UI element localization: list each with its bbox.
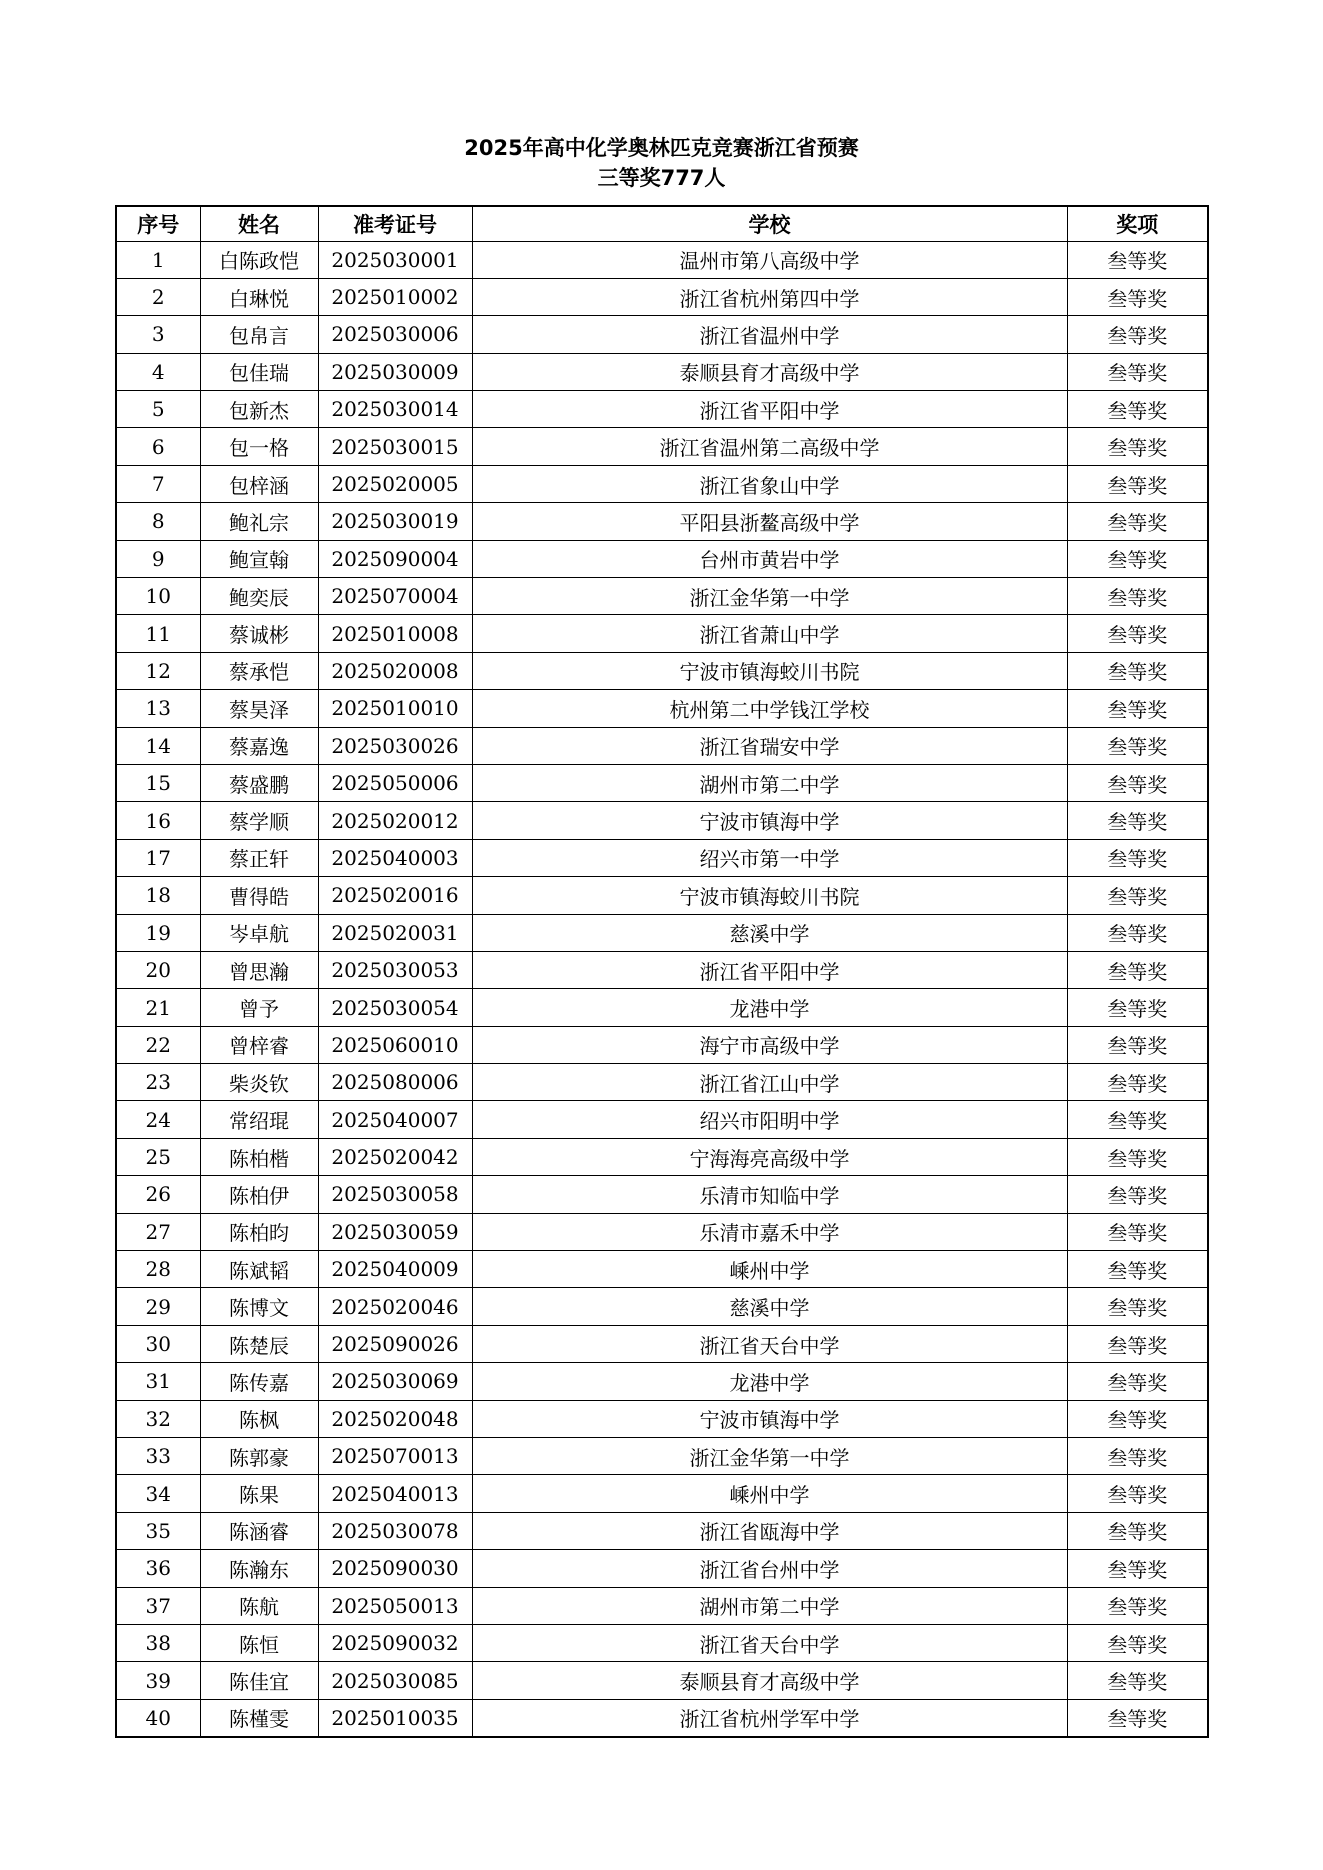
cell-name: 白陈政恺 — [200, 241, 318, 278]
cell-index: 19 — [116, 914, 200, 951]
cell-school: 浙江省天台中学 — [472, 1624, 1067, 1661]
cell-name: 包一格 — [200, 428, 318, 465]
cell-exam-id: 2025040013 — [318, 1475, 472, 1512]
table-row — [116, 1363, 1208, 1400]
cell-name: 曹得皓 — [200, 877, 318, 914]
cell-index: 28 — [116, 1251, 200, 1288]
cell-award: 叁等奖 — [1067, 1587, 1208, 1624]
cell-index: 14 — [116, 727, 200, 764]
cell-exam-id: 2025020016 — [318, 877, 472, 914]
cell-exam-id: 2025020046 — [318, 1288, 472, 1325]
cell-exam-id: 2025080006 — [318, 1064, 472, 1101]
cell-school: 宁海海亮高级中学 — [472, 1138, 1067, 1175]
cell-index: 1 — [116, 241, 200, 278]
cell-award: 叁等奖 — [1067, 1101, 1208, 1138]
header-school: 学校 — [472, 206, 1067, 241]
cell-name: 包帛言 — [200, 316, 318, 353]
cell-award: 叁等奖 — [1067, 316, 1208, 353]
cell-award: 叁等奖 — [1067, 1026, 1208, 1063]
cell-award: 叁等奖 — [1067, 578, 1208, 615]
cell-exam-id: 2025030001 — [318, 241, 472, 278]
header-award: 奖项 — [1067, 206, 1208, 241]
cell-index: 12 — [116, 652, 200, 689]
cell-school: 浙江省瓯海中学 — [472, 1512, 1067, 1549]
table-row — [116, 316, 1208, 353]
cell-exam-id: 2025070004 — [318, 578, 472, 615]
cell-exam-id: 2025010010 — [318, 690, 472, 727]
cell-name: 陈柏楷 — [200, 1138, 318, 1175]
cell-award: 叁等奖 — [1067, 1363, 1208, 1400]
cell-award: 叁等奖 — [1067, 1438, 1208, 1475]
cell-exam-id: 2025040003 — [318, 839, 472, 876]
cell-school: 湖州市第二中学 — [472, 1587, 1067, 1624]
cell-exam-id: 2025040007 — [318, 1101, 472, 1138]
cell-award: 叁等奖 — [1067, 615, 1208, 652]
cell-school: 海宁市高级中学 — [472, 1026, 1067, 1063]
cell-exam-id: 2025050013 — [318, 1587, 472, 1624]
cell-school: 浙江金华第一中学 — [472, 578, 1067, 615]
cell-index: 13 — [116, 690, 200, 727]
cell-name: 蔡嘉逸 — [200, 727, 318, 764]
cell-name: 陈佳宜 — [200, 1662, 318, 1699]
table-row — [116, 989, 1208, 1026]
cell-exam-id: 2025020031 — [318, 914, 472, 951]
cell-school: 浙江省瑞安中学 — [472, 727, 1067, 764]
cell-index: 11 — [116, 615, 200, 652]
cell-exam-id: 2025030026 — [318, 727, 472, 764]
cell-school: 浙江省杭州第四中学 — [472, 278, 1067, 315]
cell-index: 4 — [116, 353, 200, 390]
cell-exam-id: 2025020042 — [318, 1138, 472, 1175]
header-name: 姓名 — [200, 206, 318, 241]
table-body — [116, 241, 1208, 1737]
table-row — [116, 1026, 1208, 1063]
cell-award: 叁等奖 — [1067, 727, 1208, 764]
cell-name: 鲍礼宗 — [200, 503, 318, 540]
cell-school: 龙港中学 — [472, 1363, 1067, 1400]
cell-award: 叁等奖 — [1067, 1512, 1208, 1549]
cell-name: 柴炎钦 — [200, 1064, 318, 1101]
cell-school: 浙江省江山中学 — [472, 1064, 1067, 1101]
cell-award: 叁等奖 — [1067, 465, 1208, 502]
cell-name: 白琳悦 — [200, 278, 318, 315]
cell-name: 陈槿雯 — [200, 1699, 318, 1736]
table-row — [116, 540, 1208, 577]
cell-school: 浙江省萧山中学 — [472, 615, 1067, 652]
cell-school: 浙江省平阳中学 — [472, 951, 1067, 988]
cell-school: 嵊州中学 — [472, 1251, 1067, 1288]
table-row — [116, 1325, 1208, 1362]
cell-exam-id: 2025090004 — [318, 540, 472, 577]
table-row — [116, 690, 1208, 727]
cell-name: 陈郭豪 — [200, 1438, 318, 1475]
cell-index: 10 — [116, 578, 200, 615]
cell-award: 叁等奖 — [1067, 1475, 1208, 1512]
cell-exam-id: 2025030009 — [318, 353, 472, 390]
cell-school: 浙江省温州第二高级中学 — [472, 428, 1067, 465]
cell-name: 曾思瀚 — [200, 951, 318, 988]
cell-name: 曾予 — [200, 989, 318, 1026]
cell-school: 台州市黄岩中学 — [472, 540, 1067, 577]
cell-award: 叁等奖 — [1067, 1064, 1208, 1101]
table-row — [116, 428, 1208, 465]
table-row — [116, 241, 1208, 278]
cell-name: 鲍奕辰 — [200, 578, 318, 615]
cell-exam-id: 2025020005 — [318, 465, 472, 502]
cell-exam-id: 2025030059 — [318, 1213, 472, 1250]
table-row — [116, 353, 1208, 390]
table-row — [116, 1138, 1208, 1175]
table-row — [116, 278, 1208, 315]
table-row — [116, 1176, 1208, 1213]
table-row — [116, 615, 1208, 652]
cell-index: 9 — [116, 540, 200, 577]
cell-index: 36 — [116, 1550, 200, 1587]
cell-index: 2 — [116, 278, 200, 315]
cell-school: 慈溪中学 — [472, 914, 1067, 951]
cell-index: 23 — [116, 1064, 200, 1101]
cell-index: 6 — [116, 428, 200, 465]
cell-index: 33 — [116, 1438, 200, 1475]
cell-exam-id: 2025030015 — [318, 428, 472, 465]
cell-school: 宁波市镇海蛟川书院 — [472, 877, 1067, 914]
table-row — [116, 578, 1208, 615]
cell-name: 陈瀚东 — [200, 1550, 318, 1587]
cell-name: 鲍宣翰 — [200, 540, 318, 577]
cell-award: 叁等奖 — [1067, 989, 1208, 1026]
cell-index: 31 — [116, 1363, 200, 1400]
cell-index: 22 — [116, 1026, 200, 1063]
cell-award: 叁等奖 — [1067, 652, 1208, 689]
cell-exam-id: 2025010008 — [318, 615, 472, 652]
cell-school: 慈溪中学 — [472, 1288, 1067, 1325]
cell-name: 陈恒 — [200, 1624, 318, 1661]
cell-name: 曾梓睿 — [200, 1026, 318, 1063]
cell-index: 35 — [116, 1512, 200, 1549]
cell-award: 叁等奖 — [1067, 503, 1208, 540]
cell-index: 20 — [116, 951, 200, 988]
cell-index: 39 — [116, 1662, 200, 1699]
cell-award: 叁等奖 — [1067, 428, 1208, 465]
table-row — [116, 465, 1208, 502]
header-row — [116, 206, 1208, 241]
document-title: 2025年高中化学奥林匹克竞赛浙江省预赛 — [464, 136, 859, 160]
table-row — [116, 727, 1208, 764]
cell-award: 叁等奖 — [1067, 1699, 1208, 1736]
cell-award: 叁等奖 — [1067, 764, 1208, 801]
cell-school: 宁波市镇海中学 — [472, 1400, 1067, 1437]
cell-name: 蔡昊泽 — [200, 690, 318, 727]
cell-exam-id: 2025090032 — [318, 1624, 472, 1661]
cell-name: 岑卓航 — [200, 914, 318, 951]
table-row — [116, 1400, 1208, 1437]
cell-school: 温州市第八高级中学 — [472, 241, 1067, 278]
cell-award: 叁等奖 — [1067, 1325, 1208, 1362]
cell-name: 陈传嘉 — [200, 1363, 318, 1400]
table-header — [116, 206, 1208, 241]
header-exam-id: 准考证号 — [318, 206, 472, 241]
table-row — [116, 1213, 1208, 1250]
table-row — [116, 1064, 1208, 1101]
cell-index: 15 — [116, 764, 200, 801]
table-row — [116, 877, 1208, 914]
cell-exam-id: 2025040009 — [318, 1251, 472, 1288]
cell-name: 陈博文 — [200, 1288, 318, 1325]
cell-name: 包佳瑞 — [200, 353, 318, 390]
cell-name: 常绍琨 — [200, 1101, 318, 1138]
cell-index: 24 — [116, 1101, 200, 1138]
cell-award: 叁等奖 — [1067, 1138, 1208, 1175]
cell-index: 26 — [116, 1176, 200, 1213]
cell-exam-id: 2025030053 — [318, 951, 472, 988]
cell-school: 绍兴市第一中学 — [472, 839, 1067, 876]
table-row — [116, 1288, 1208, 1325]
cell-award: 叁等奖 — [1067, 1213, 1208, 1250]
cell-index: 38 — [116, 1624, 200, 1661]
cell-school: 浙江省台州中学 — [472, 1550, 1067, 1587]
cell-name: 包新杰 — [200, 391, 318, 428]
cell-award: 叁等奖 — [1067, 353, 1208, 390]
cell-name: 陈枫 — [200, 1400, 318, 1437]
cell-index: 8 — [116, 503, 200, 540]
cell-award: 叁等奖 — [1067, 1624, 1208, 1661]
cell-school: 浙江省温州中学 — [472, 316, 1067, 353]
table-row — [116, 839, 1208, 876]
cell-exam-id: 2025030069 — [318, 1363, 472, 1400]
cell-index: 40 — [116, 1699, 200, 1736]
cell-school: 杭州第二中学钱江学校 — [472, 690, 1067, 727]
cell-exam-id: 2025070013 — [318, 1438, 472, 1475]
awards-table — [115, 205, 1209, 1738]
cell-award: 叁等奖 — [1067, 1251, 1208, 1288]
cell-name: 蔡正轩 — [200, 839, 318, 876]
cell-exam-id: 2025050006 — [318, 764, 472, 801]
cell-award: 叁等奖 — [1067, 1176, 1208, 1213]
cell-school: 嵊州中学 — [472, 1475, 1067, 1512]
cell-school: 宁波市镇海中学 — [472, 802, 1067, 839]
cell-award: 叁等奖 — [1067, 802, 1208, 839]
cell-name: 蔡诚彬 — [200, 615, 318, 652]
cell-name: 陈柏昀 — [200, 1213, 318, 1250]
cell-exam-id: 2025030058 — [318, 1176, 472, 1213]
cell-award: 叁等奖 — [1067, 690, 1208, 727]
cell-exam-id: 2025010002 — [318, 278, 472, 315]
cell-exam-id: 2025020012 — [318, 802, 472, 839]
cell-exam-id: 2025030078 — [318, 1512, 472, 1549]
cell-name: 蔡盛鹏 — [200, 764, 318, 801]
cell-exam-id: 2025030054 — [318, 989, 472, 1026]
cell-school: 乐清市嘉禾中学 — [472, 1213, 1067, 1250]
table-row — [116, 802, 1208, 839]
cell-school: 浙江省杭州学军中学 — [472, 1699, 1067, 1736]
cell-index: 37 — [116, 1587, 200, 1624]
table-row — [116, 914, 1208, 951]
table-row — [116, 1662, 1208, 1699]
table-row — [116, 1587, 1208, 1624]
cell-exam-id: 2025030014 — [318, 391, 472, 428]
cell-index: 29 — [116, 1288, 200, 1325]
cell-award: 叁等奖 — [1067, 241, 1208, 278]
cell-index: 18 — [116, 877, 200, 914]
cell-exam-id: 2025090030 — [318, 1550, 472, 1587]
cell-index: 7 — [116, 465, 200, 502]
cell-index: 30 — [116, 1325, 200, 1362]
header-index: 序号 — [116, 206, 200, 241]
cell-award: 叁等奖 — [1067, 951, 1208, 988]
cell-school: 泰顺县育才高级中学 — [472, 353, 1067, 390]
cell-award: 叁等奖 — [1067, 1288, 1208, 1325]
cell-name: 陈斌韬 — [200, 1251, 318, 1288]
cell-school: 绍兴市阳明中学 — [472, 1101, 1067, 1138]
table-row — [116, 1101, 1208, 1138]
cell-school: 平阳县浙鳌高级中学 — [472, 503, 1067, 540]
table-row — [116, 391, 1208, 428]
cell-exam-id: 2025030085 — [318, 1662, 472, 1699]
cell-award: 叁等奖 — [1067, 1400, 1208, 1437]
cell-exam-id: 2025030019 — [318, 503, 472, 540]
cell-school: 乐清市知临中学 — [472, 1176, 1067, 1213]
cell-name: 蔡承恺 — [200, 652, 318, 689]
cell-award: 叁等奖 — [1067, 914, 1208, 951]
cell-index: 27 — [116, 1213, 200, 1250]
cell-name: 包梓涵 — [200, 465, 318, 502]
document-subtitle: 三等奖777人 — [597, 166, 726, 190]
cell-school: 浙江省平阳中学 — [472, 391, 1067, 428]
cell-name: 陈柏伊 — [200, 1176, 318, 1213]
cell-index: 16 — [116, 802, 200, 839]
cell-award: 叁等奖 — [1067, 391, 1208, 428]
cell-award: 叁等奖 — [1067, 540, 1208, 577]
cell-exam-id: 2025020008 — [318, 652, 472, 689]
cell-school: 宁波市镇海蛟川书院 — [472, 652, 1067, 689]
cell-award: 叁等奖 — [1067, 877, 1208, 914]
cell-school: 泰顺县育才高级中学 — [472, 1662, 1067, 1699]
cell-index: 25 — [116, 1138, 200, 1175]
table-row — [116, 1699, 1208, 1736]
cell-exam-id: 2025020048 — [318, 1400, 472, 1437]
cell-index: 34 — [116, 1475, 200, 1512]
table-row — [116, 1624, 1208, 1661]
table-row — [116, 951, 1208, 988]
cell-school: 龙港中学 — [472, 989, 1067, 1026]
cell-index: 32 — [116, 1400, 200, 1437]
table-row — [116, 1475, 1208, 1512]
cell-name: 陈涵睿 — [200, 1512, 318, 1549]
cell-award: 叁等奖 — [1067, 839, 1208, 876]
cell-school: 浙江省象山中学 — [472, 465, 1067, 502]
table-row — [116, 1550, 1208, 1587]
cell-index: 5 — [116, 391, 200, 428]
cell-index: 17 — [116, 839, 200, 876]
table-row — [116, 1438, 1208, 1475]
table-row — [116, 652, 1208, 689]
cell-name: 蔡学顺 — [200, 802, 318, 839]
cell-award: 叁等奖 — [1067, 1662, 1208, 1699]
cell-exam-id: 2025030006 — [318, 316, 472, 353]
cell-award: 叁等奖 — [1067, 278, 1208, 315]
cell-exam-id: 2025090026 — [318, 1325, 472, 1362]
cell-school: 浙江金华第一中学 — [472, 1438, 1067, 1475]
table-row — [116, 764, 1208, 801]
cell-name: 陈楚辰 — [200, 1325, 318, 1362]
cell-index: 3 — [116, 316, 200, 353]
cell-award: 叁等奖 — [1067, 1550, 1208, 1587]
table-row — [116, 503, 1208, 540]
cell-name: 陈航 — [200, 1587, 318, 1624]
table-row — [116, 1512, 1208, 1549]
cell-name: 陈果 — [200, 1475, 318, 1512]
table-row — [116, 1251, 1208, 1288]
cell-school: 浙江省天台中学 — [472, 1325, 1067, 1362]
cell-exam-id: 2025010035 — [318, 1699, 472, 1736]
cell-index: 21 — [116, 989, 200, 1026]
cell-exam-id: 2025060010 — [318, 1026, 472, 1063]
cell-school: 湖州市第二中学 — [472, 764, 1067, 801]
